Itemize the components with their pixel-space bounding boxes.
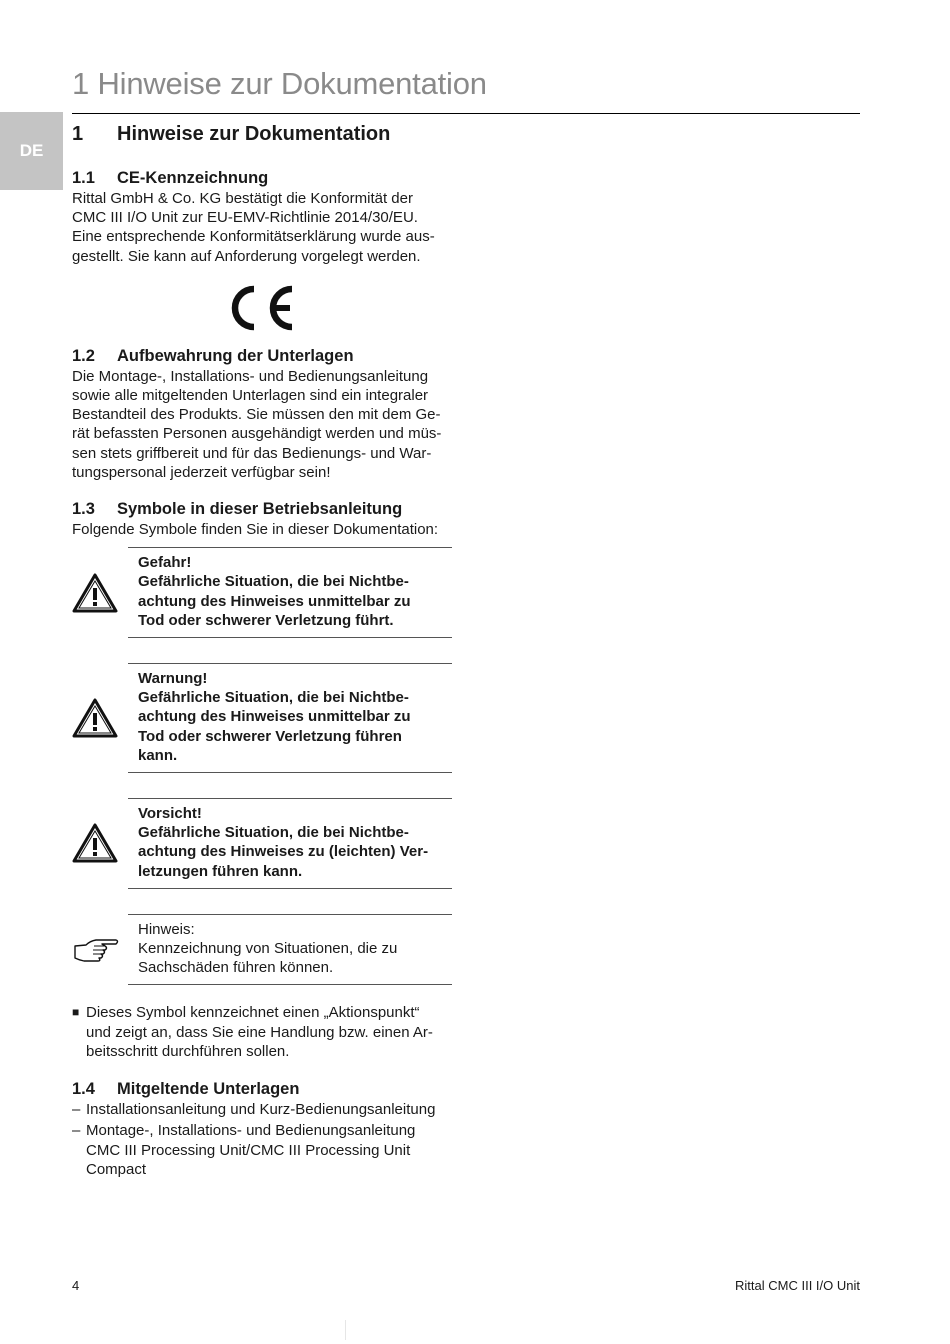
text-line: Montage-, Installations- und Bedienungsanleitung xyxy=(86,1122,416,1140)
notice-label: Vorsicht! xyxy=(138,805,202,823)
text-line: Die Montage-, Installations- und Bedienungsanleitung xyxy=(72,367,429,385)
text-line: sowie alle mitgeltenden Unterlagen sind ein integraler xyxy=(72,387,429,405)
text-line: Installationsanleitung und Kurz-Bedienungsanleitung xyxy=(86,1101,436,1119)
text-line: gestellt. Sie kann auf Anforderung vorgelegt werden. xyxy=(72,247,421,265)
text-line: rät befassten Personen ausgehändigt werden und müs- xyxy=(72,425,442,443)
notice-line: achtung des Hinweises unmittelbar zu xyxy=(138,592,411,610)
page-number: 4 xyxy=(72,1278,80,1293)
notice-line: Kennzeichnung von Situationen, die zu xyxy=(138,940,398,958)
action-point-bullet xyxy=(72,1003,452,1061)
page-header-title: 1 Hinweise zur Dokumentation xyxy=(72,66,487,101)
notice-line: Gefährliche Situation, die bei Nichtbe- xyxy=(138,824,409,842)
text-line: Rittal GmbH & Co. KG bestätigt die Konformität der xyxy=(72,190,413,207)
notice-line: letzungen führen kann. xyxy=(138,862,303,880)
ce-paragraph xyxy=(72,189,452,266)
text-line: sen stets griffbereit und für das Bedienungs- und War- xyxy=(72,444,432,462)
header-rule xyxy=(72,113,860,114)
notice-caution xyxy=(72,798,452,889)
notice-line: Tod oder schwerer Verletzung führen xyxy=(138,727,402,745)
notice-line: achtung des Hinweises zu (leichten) Ver- xyxy=(138,843,429,861)
notice-line: Gefährliche Situation, die bei Nichtbe- xyxy=(138,689,409,707)
notice-line: Sachschäden führen können. xyxy=(138,959,334,977)
text-line: CMC III Processing Unit/CMC III Processing Unit xyxy=(86,1141,411,1159)
notice-line: kann. xyxy=(138,746,178,764)
section-heading-symbols xyxy=(72,499,452,520)
list-item xyxy=(72,1100,452,1119)
square-bullet-icon: ■ xyxy=(72,1005,80,1020)
text-line: und zeigt an, dass Sie eine Handlung bzw. einen Ar- xyxy=(86,1023,433,1041)
text-line: Bestandteil des Produkts. Sie müssen den mit dem Ge- xyxy=(72,406,441,424)
storage-paragraph xyxy=(72,367,452,482)
notice-label: Hinweis: xyxy=(138,920,195,938)
notice-line: achtung des Hinweises unmittelbar zu xyxy=(138,708,411,726)
dash-bullet: – xyxy=(72,1122,81,1140)
chapter-number: 1 xyxy=(72,123,84,145)
notice-danger xyxy=(72,547,452,638)
section-title: Mitgeltende Unterlagen xyxy=(117,1080,300,1099)
footer-product-name: Rittal CMC III I/O Unit xyxy=(735,1278,860,1293)
warning-triangle-icon xyxy=(72,573,118,613)
section-title: CE-Kennzeichnung xyxy=(117,169,269,187)
text-line: beitsschritt durchführen sollen. xyxy=(86,1042,290,1060)
chapter-heading xyxy=(72,122,452,146)
notice-hint xyxy=(72,914,452,986)
section-number: 1.2 xyxy=(72,346,95,365)
warning-triangle-icon xyxy=(72,698,118,738)
list-item xyxy=(72,1121,452,1179)
section-number: 1.4 xyxy=(72,1080,95,1099)
section-number: 1.1 xyxy=(72,169,95,187)
edge-mark xyxy=(345,1320,346,1340)
notice-line: Gefährliche Situation, die bei Nichtbe- xyxy=(138,573,409,591)
text-line: Dieses Symbol kennzeichnet einen „Aktionspunkt“ xyxy=(86,1004,420,1022)
chapter-title: Hinweise zur Dokumentation xyxy=(117,123,391,145)
dash-bullet: – xyxy=(72,1101,81,1119)
ce-mark-icon xyxy=(224,284,296,332)
section-heading-storage xyxy=(72,346,452,367)
warning-triangle-icon xyxy=(72,823,118,863)
content-column xyxy=(72,122,452,1179)
notice-line: Tod oder schwerer Verletzung führt. xyxy=(138,611,394,629)
section-title: Symbole in dieser Betriebsanleitung xyxy=(117,500,403,519)
text-line: tungspersonal jederzeit verfügbar sein! xyxy=(72,463,331,481)
symbols-intro: Folgende Symbole finden Sie in dieser Dokumentation: xyxy=(72,521,439,539)
text-line: CMC III I/O Unit zur EU-EMV-Richtlinie 2014/30/EU. xyxy=(72,209,418,227)
section-heading-related xyxy=(72,1079,452,1100)
text-line: Compact xyxy=(86,1160,147,1178)
section-title: Aufbewahrung der Unterlagen xyxy=(117,346,354,365)
notice-warning xyxy=(72,663,452,773)
language-tab: DE xyxy=(0,112,63,190)
pointing-hand-icon xyxy=(72,936,120,964)
text-line: Eine entsprechende Konformitätserklärung wurde aus- xyxy=(72,228,435,246)
notice-label: Gefahr! xyxy=(138,554,192,572)
section-heading-ce xyxy=(72,168,452,189)
notice-label: Warnung! xyxy=(138,670,208,688)
section-number: 1.3 xyxy=(72,500,95,519)
ce-mark-area xyxy=(72,266,452,346)
